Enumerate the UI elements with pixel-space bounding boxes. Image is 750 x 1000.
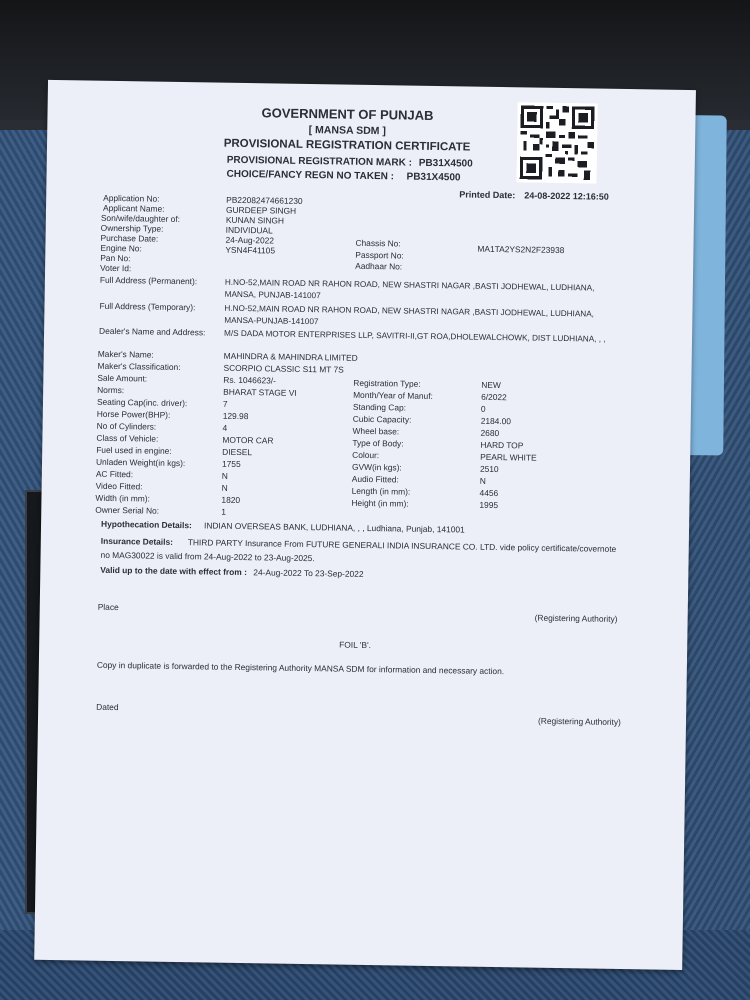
label-unladen-weight: Unladen Weight(in kgs): <box>95 456 186 469</box>
value-fuel: DIESEL <box>222 446 253 458</box>
value-chassis-no: MA1TA2YS2N2F23938 <box>477 243 565 256</box>
label-dealer: Dealer's Name and Address: <box>99 325 206 338</box>
label-engine-no: Engine No: <box>100 242 142 254</box>
value-gvw: 2510 <box>479 463 499 475</box>
label-applicant-name: Applicant Name: <box>102 202 165 214</box>
value-permanent-address: H.NO-52,MAIN ROAD NR RAHON ROAD, NEW SHASTRI NAGAR ,BASTI JODHEWAL, LUDHIANA, MANSA, PUNJAB-141007 <box>224 277 595 301</box>
label-chassis-no: Chassis No: <box>355 237 401 249</box>
value-cylinders: 4 <box>222 422 228 433</box>
label-aadhaar-no: Aadhaar No: <box>355 260 403 272</box>
label-audio-fitted: Audio Fitted: <box>351 473 399 485</box>
value-insurance-line1: THIRD PARTY Insurance From FUTURE GENERALI INDIA INSURANCE CO. LTD. vide policy certificate/covernote <box>187 537 617 554</box>
value-seating-cap: 7 <box>222 398 228 409</box>
value-temporary-address: H.NO-52,MAIN ROAD NR RAHON ROAD, NEW SHASTRI NAGAR ,BASTI JODHEWAL, LUDHIANA, MANSA-PUNJAB-141007 <box>224 303 595 327</box>
label-ac-fitted: AC Fitted: <box>95 468 134 480</box>
label-norms: Norms: <box>97 384 125 396</box>
choice-value: PB31X4500 <box>406 171 461 184</box>
label-relation: Son/wife/daughter of: <box>100 212 181 225</box>
label-body-type: Type of Body: <box>352 437 404 449</box>
label-purchase-date: Purchase Date: <box>100 232 159 244</box>
label-horse-power: Horse Power(BHP): <box>96 408 171 420</box>
label-permanent-address: Full Address (Permanent): <box>99 274 198 287</box>
value-body-type: HARD TOP <box>480 439 524 451</box>
label-manufacture-month: Month/Year of Manuf: <box>353 389 433 401</box>
label-sale-amount: Sale Amount: <box>97 372 148 384</box>
value-height: 1995 <box>479 499 499 511</box>
choice-label: CHOICE/FANCY REGN NO TAKEN : <box>226 168 395 183</box>
footer-authority-2: (Registering Authority) <box>537 715 621 727</box>
certificate-paper <box>34 80 696 970</box>
header-certificate: PROVISIONAL REGISTRATION CERTIFICATE <box>223 137 471 154</box>
label-passport-no: Passport No: <box>355 249 404 261</box>
value-horse-power: 129.98 <box>222 410 249 422</box>
value-wheel-base: 2680 <box>480 427 500 439</box>
value-purchase-date: 24-Aug-2022 <box>225 234 275 246</box>
value-dealer: M/S DADA MOTOR ENTERPRISES LLP, SAVITRI-II,GT ROA,DHOLEWALCHOWK, DIST LUDHIANA, , , <box>224 328 606 344</box>
value-manufacture-month: 6/2022 <box>481 391 507 403</box>
value-cubic-capacity: 2184.00 <box>480 415 512 427</box>
label-cubic-capacity: Cubic Capacity: <box>352 413 412 425</box>
label-insurance: Insurance Details: <box>100 535 174 547</box>
label-owner-serial: Owner Serial No: <box>95 504 160 516</box>
footer-copy-note: Copy in duplicate is forwarded to the Registering Authority MANSA SDM for information and necessary action. <box>96 659 505 677</box>
value-unladen-weight: 1755 <box>221 458 241 469</box>
printed-value: 24-08-2022 12:16:50 <box>524 190 609 202</box>
label-width: Width (in mm): <box>95 492 150 504</box>
value-validity: 24-Aug-2022 To 23-Sep-2022 <box>253 567 364 579</box>
label-fuel: Fuel used in engine: <box>96 444 172 456</box>
label-hypothecation: Hypothecation Details: <box>100 518 192 531</box>
value-owner-serial: 1 <box>221 506 227 517</box>
value-colour: PEARL WHITE <box>480 451 537 463</box>
label-registration-type: Registration Type: <box>353 377 421 389</box>
mark-label: PROVISIONAL REGISTRATION MARK : <box>226 154 413 169</box>
value-engine-no: YSN4F41105 <box>225 244 276 256</box>
label-validity: Valid up to the date with effect from : <box>100 564 247 578</box>
value-registration-type: NEW <box>481 379 501 391</box>
value-maker-name: MAHINDRA & MAHINDRA LIMITED <box>223 350 358 363</box>
label-gvw: GVW(in kgs): <box>351 461 402 473</box>
label-video-fitted: Video Fitted: <box>95 480 143 492</box>
label-wheel-base: Wheel base: <box>352 425 400 437</box>
label-length: Length (in mm): <box>351 485 411 497</box>
value-standing-cap: 0 <box>480 403 486 414</box>
label-ownership: Ownership Type: <box>100 222 164 234</box>
label-colour: Colour: <box>352 449 380 461</box>
header-office: [ MANSA SDM ] <box>308 124 386 138</box>
value-insurance-line2: no MAG30022 is valid from 24-Aug-2022 to 23-Aug-2025. <box>100 549 315 564</box>
footer-foil: FOIL 'B'. <box>339 639 372 651</box>
value-video-fitted: N <box>221 482 228 493</box>
value-ac-fitted: N <box>221 470 228 481</box>
label-cylinders: No of Cylinders: <box>96 420 157 432</box>
label-maker-name: Maker's Name: <box>97 348 154 360</box>
label-seating-cap: Seating Cap(inc. driver): <box>96 396 188 409</box>
value-applicant-name: GURDEEP SINGH <box>225 204 297 216</box>
footer-place: Place <box>97 601 119 613</box>
label-application-no: Application No: <box>103 192 160 204</box>
value-application-no: PB22082474661230 <box>226 194 303 206</box>
value-audio-fitted: N <box>479 475 486 486</box>
footer-dated: Dated <box>96 701 119 713</box>
mark-value: PB31X4500 <box>418 157 473 170</box>
value-ownership: INDIVIDUAL <box>225 224 273 236</box>
value-width: 1820 <box>221 494 241 505</box>
qr-code <box>516 102 597 183</box>
label-height: Height (in mm): <box>351 497 409 509</box>
value-relation: KUNAN SINGH <box>225 214 285 226</box>
label-standing-cap: Standing Cap: <box>352 401 407 413</box>
value-sale-amount: Rs. 1046623/- <box>223 374 277 386</box>
label-voter-id: Voter Id: <box>100 262 132 274</box>
value-hypothecation: INDIAN OVERSEAS BANK, LUDHIANA, , , Ludhiana, Punjab, 141001 <box>203 520 465 535</box>
value-norms: BHARAT STAGE VI <box>223 386 297 398</box>
header-government: GOVERNMENT OF PUNJAB <box>261 105 434 123</box>
label-pan-no: Pan No: <box>100 252 131 264</box>
label-vehicle-class: Class of Vehicle: <box>96 432 159 444</box>
label-maker-classification: Maker's Classification: <box>97 360 181 373</box>
value-length: 4456 <box>479 487 499 499</box>
value-maker-classification: SCORPIO CLASSIC S11 MT 7S <box>223 362 344 375</box>
value-vehicle-class: MOTOR CAR <box>222 434 274 446</box>
label-temporary-address: Full Address (Temporary): <box>99 300 196 313</box>
printed-label: Printed Date: <box>459 189 516 201</box>
footer-authority-1: (Registering Authority) <box>534 612 618 624</box>
